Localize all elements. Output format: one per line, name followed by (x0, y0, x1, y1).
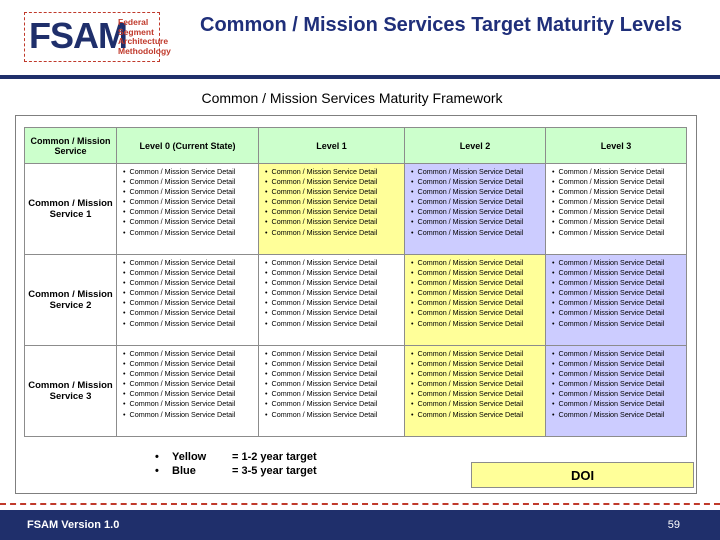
service-detail-item: • Common / Mission Service Detail (265, 389, 402, 399)
service-detail-item: • Common / Mission Service Detail (411, 258, 543, 268)
service-detail-item: • Common / Mission Service Detail (123, 268, 256, 278)
header-level-1: Level 1 (259, 128, 405, 164)
matrix-cell-level-0 (117, 164, 259, 255)
matrix-body (25, 164, 687, 437)
legend-value: = 3-5 year target (232, 465, 317, 477)
header-level-2: Level 2 (405, 128, 546, 164)
service-detail-item: • Common / Mission Service Detail (411, 177, 543, 187)
service-detail-item: • Common / Mission Service Detail (411, 187, 543, 197)
logo-line-4: Methodology (118, 45, 171, 56)
service-detail-item: • Common / Mission Service Detail (265, 359, 402, 369)
service-detail-item: • Common / Mission Service Detail (123, 389, 256, 399)
service-detail-item: • Common / Mission Service Detail (123, 278, 256, 288)
service-detail-item: • Common / Mission Service Detail (265, 228, 402, 238)
service-detail-item: • Common / Mission Service Detail (411, 319, 543, 329)
service-detail-item: • Common / Mission Service Detail (123, 228, 256, 238)
service-detail-item: • Common / Mission Service Detail (552, 399, 684, 409)
service-detail-item: • Common / Mission Service Detail (123, 197, 256, 207)
service-detail-list (123, 258, 256, 329)
service-detail-item: • Common / Mission Service Detail (411, 359, 543, 369)
service-detail-item: • Common / Mission Service Detail (411, 379, 543, 389)
service-detail-item: • Common / Mission Service Detail (265, 288, 402, 298)
service-detail-item: • Common / Mission Service Detail (123, 369, 256, 379)
service-detail-item: • Common / Mission Service Detail (411, 399, 543, 409)
header-service: Common / Mission Service (25, 128, 117, 164)
service-detail-item: • Common / Mission Service Detail (123, 167, 256, 177)
service-detail-list (552, 349, 684, 420)
matrix-cell-level-3 (546, 164, 687, 255)
service-detail-item: • Common / Mission Service Detail (552, 278, 684, 288)
service-detail-item: • Common / Mission Service Detail (265, 319, 402, 329)
service-detail-item: • Common / Mission Service Detail (552, 167, 684, 177)
doi-label: DOI (471, 462, 694, 488)
service-detail-list (123, 167, 256, 238)
service-detail-item: • Common / Mission Service Detail (265, 268, 402, 278)
service-detail-item: • Common / Mission Service Detail (552, 187, 684, 197)
matrix-cell-level-0 (117, 255, 259, 346)
matrix-row-service-2 (25, 255, 687, 346)
row-service-label: Common / Mission Service 1 (25, 164, 117, 255)
service-detail-item: • Common / Mission Service Detail (411, 410, 543, 420)
maturity-matrix (24, 127, 687, 437)
service-detail-item: • Common / Mission Service Detail (552, 319, 684, 329)
service-detail-item: • Common / Mission Service Detail (123, 379, 256, 389)
logo-line-1: Federal (118, 17, 149, 27)
service-detail-item: • Common / Mission Service Detail (552, 268, 684, 278)
service-detail-list (123, 349, 256, 420)
service-detail-item: • Common / Mission Service Detail (123, 298, 256, 308)
service-detail-item: • Common / Mission Service Detail (411, 298, 543, 308)
service-detail-item: • Common / Mission Service Detail (411, 389, 543, 399)
service-detail-item: • Common / Mission Service Detail (552, 207, 684, 217)
service-detail-item: • Common / Mission Service Detail (123, 177, 256, 187)
service-detail-item: • Common / Mission Service Detail (411, 369, 543, 379)
matrix-cell-level-1 (259, 164, 405, 255)
fsam-logo (24, 12, 171, 62)
service-detail-item: • Common / Mission Service Detail (265, 197, 402, 207)
service-detail-list (552, 258, 684, 329)
service-detail-item: • Common / Mission Service Detail (123, 288, 256, 298)
row-service-label: Common / Mission Service 2 (25, 255, 117, 346)
service-detail-item: • Common / Mission Service Detail (123, 258, 256, 268)
service-detail-item: • Common / Mission Service Detail (411, 207, 543, 217)
service-detail-item: • Common / Mission Service Detail (265, 187, 402, 197)
service-detail-item: • Common / Mission Service Detail (552, 379, 684, 389)
service-detail-item: • Common / Mission Service Detail (123, 349, 256, 359)
matrix-cell-level-2 (405, 346, 546, 437)
service-detail-item: • Common / Mission Service Detail (552, 258, 684, 268)
service-detail-item: • Common / Mission Service Detail (411, 167, 543, 177)
service-detail-item: • Common / Mission Service Detail (123, 319, 256, 329)
header-level-0: Level 0 (Current State) (117, 128, 259, 164)
service-detail-item: • Common / Mission Service Detail (552, 177, 684, 187)
color-legend (155, 450, 415, 478)
matrix-row-service-1 (25, 164, 687, 255)
matrix-cell-level-3 (546, 346, 687, 437)
service-detail-item: • Common / Mission Service Detail (123, 399, 256, 409)
framework-subtitle (0, 90, 720, 106)
service-detail-item: • Common / Mission Service Detail (265, 369, 402, 379)
service-detail-item: • Common / Mission Service Detail (123, 187, 256, 197)
service-detail-list (265, 258, 402, 329)
legend-label: Blue (172, 465, 196, 477)
logo-mark: FSAM (29, 15, 127, 56)
service-detail-item: • Common / Mission Service Detail (411, 268, 543, 278)
service-detail-item: • Common / Mission Service Detail (265, 298, 402, 308)
service-detail-item: • Common / Mission Service Detail (552, 197, 684, 207)
legend-item-yellow (155, 450, 415, 464)
framework-subtitle-text: Common / Mission Services Maturity Framework (201, 90, 503, 106)
service-detail-item: • Common / Mission Service Detail (411, 228, 543, 238)
service-detail-item: • Common / Mission Service Detail (265, 278, 402, 288)
header-level-3: Level 3 (546, 128, 687, 164)
service-detail-item: • Common / Mission Service Detail (552, 369, 684, 379)
service-detail-item: • Common / Mission Service Detail (123, 359, 256, 369)
service-detail-item: • Common / Mission Service Detail (552, 308, 684, 318)
footer-version: FSAM Version 1.0 (27, 519, 120, 531)
service-detail-item: • Common / Mission Service Detail (411, 349, 543, 359)
footer-bar (0, 510, 720, 540)
logo-subtitle (118, 18, 171, 56)
service-detail-list (411, 167, 543, 238)
matrix-row-service-3 (25, 346, 687, 437)
service-detail-item: • Common / Mission Service Detail (265, 379, 402, 389)
service-detail-item: • Common / Mission Service Detail (552, 288, 684, 298)
page-title: Common / Mission Services Target Maturity Levels (200, 14, 682, 36)
matrix-cell-level-1 (259, 346, 405, 437)
service-detail-item: • Common / Mission Service Detail (265, 399, 402, 409)
service-detail-item: • Common / Mission Service Detail (411, 288, 543, 298)
service-detail-item: • Common / Mission Service Detail (123, 410, 256, 420)
service-detail-item: • Common / Mission Service Detail (123, 207, 256, 217)
service-detail-item: • Common / Mission Service Detail (552, 228, 684, 238)
service-detail-item: • Common / Mission Service Detail (265, 217, 402, 227)
service-detail-item: • Common / Mission Service Detail (265, 258, 402, 268)
row-service-label: Common / Mission Service 3 (25, 346, 117, 437)
service-detail-item: • Common / Mission Service Detail (123, 308, 256, 318)
legend-item-blue (155, 464, 415, 478)
service-detail-item: • Common / Mission Service Detail (552, 410, 684, 420)
service-detail-item: • Common / Mission Service Detail (265, 167, 402, 177)
matrix-cell-level-2 (405, 255, 546, 346)
service-detail-item: • Common / Mission Service Detail (411, 217, 543, 227)
service-detail-list (411, 258, 543, 329)
matrix-cell-level-3 (546, 255, 687, 346)
service-detail-item: • Common / Mission Service Detail (265, 207, 402, 217)
service-detail-item: • Common / Mission Service Detail (265, 177, 402, 187)
matrix-header-row (25, 128, 687, 164)
service-detail-item: • Common / Mission Service Detail (552, 217, 684, 227)
service-detail-item: • Common / Mission Service Detail (552, 349, 684, 359)
matrix-cell-level-0 (117, 346, 259, 437)
service-detail-list (265, 167, 402, 238)
service-detail-item: • Common / Mission Service Detail (552, 389, 684, 399)
service-detail-list (552, 167, 684, 238)
page-number: 59 (667, 519, 680, 531)
service-detail-item: • Common / Mission Service Detail (411, 197, 543, 207)
service-detail-item: • Common / Mission Service Detail (265, 349, 402, 359)
service-detail-item: • Common / Mission Service Detail (123, 217, 256, 227)
legend-label: Yellow (172, 451, 207, 463)
service-detail-item: • Common / Mission Service Detail (411, 278, 543, 288)
service-detail-item: • Common / Mission Service Detail (552, 298, 684, 308)
legend-bullet-icon: • (155, 451, 159, 463)
service-detail-list (265, 349, 402, 420)
service-detail-item: • Common / Mission Service Detail (265, 308, 402, 318)
matrix-cell-level-1 (259, 255, 405, 346)
legend-bullet-icon: • (155, 465, 159, 477)
service-detail-list (411, 349, 543, 420)
legend-value: = 1-2 year target (232, 451, 317, 463)
logo-line-2: Segment (118, 26, 154, 37)
service-detail-item: • Common / Mission Service Detail (411, 308, 543, 318)
title-divider (0, 75, 720, 79)
matrix-cell-level-2 (405, 164, 546, 255)
logo-line-3: Architecture (118, 36, 169, 47)
service-detail-item: • Common / Mission Service Detail (265, 410, 402, 420)
service-detail-item: • Common / Mission Service Detail (552, 359, 684, 369)
footer-dash-divider (0, 503, 720, 505)
